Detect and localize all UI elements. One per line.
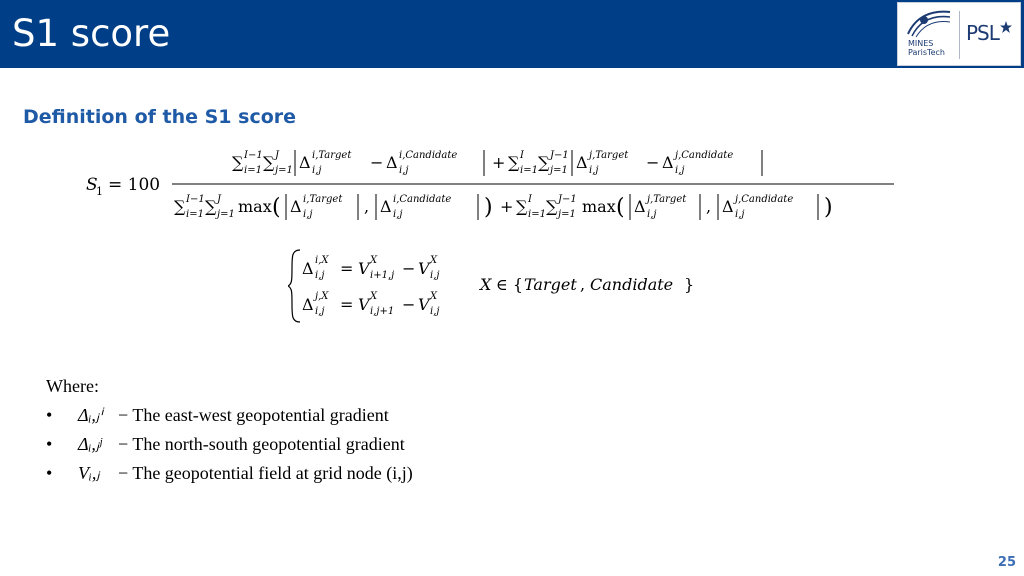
- svg-text:j=1: j=1: [558, 209, 576, 220]
- svg-text:Δ: Δ: [386, 153, 398, 172]
- svg-text:Δ: Δ: [302, 295, 314, 314]
- svg-text:∑: ∑: [508, 153, 520, 172]
- svg-text:S: S: [86, 175, 98, 195]
- svg-text:+: +: [492, 153, 506, 172]
- svg-text:−: −: [370, 153, 384, 172]
- svg-text:Δ: Δ: [299, 153, 311, 172]
- svg-text:i,Target: i,Target: [312, 150, 352, 161]
- svg-text:): ): [824, 195, 833, 220]
- svg-text:I−1: I−1: [186, 194, 205, 205]
- svg-text:+: +: [500, 197, 514, 216]
- svg-text:Δ: Δ: [634, 197, 646, 216]
- svg-text:X: X: [430, 291, 438, 302]
- where-heading: Where:: [46, 376, 99, 396]
- svg-text:i,j: i,j: [647, 209, 657, 220]
- svg-text:Δ: Δ: [722, 197, 734, 216]
- svg-text:j,Candidate: j,Candidate: [675, 150, 734, 161]
- svg-text:∑: ∑: [538, 153, 550, 172]
- svg-text:i,j: i,j: [315, 306, 325, 317]
- svg-text:Δ: Δ: [662, 153, 674, 172]
- svg-text:I: I: [528, 194, 532, 205]
- svg-text:I−1: I−1: [244, 150, 263, 161]
- svg-text:I: I: [520, 150, 524, 161]
- svg-text:i=1: i=1: [528, 209, 546, 220]
- s1-formula: [86, 138, 898, 235]
- svg-text:V: V: [358, 295, 370, 314]
- svg-text:i,j: i,j: [303, 209, 313, 220]
- svg-text:V: V: [418, 259, 430, 278]
- description-field: − The geopotential field at grid node (i,j): [118, 463, 413, 483]
- svg-text:i,j+1: i,j+1: [370, 306, 395, 317]
- section-title: Definition of the S1 score: [23, 106, 297, 128]
- svg-text:V: V: [418, 295, 430, 314]
- svg-text:J−1: J−1: [558, 194, 577, 205]
- svg-text:i=1: i=1: [520, 165, 538, 176]
- svg-text:=: =: [340, 295, 354, 314]
- svg-text:i,j: i,j: [675, 165, 685, 176]
- svg-text:∈ {: ∈ {: [496, 275, 524, 294]
- svg-text:X: X: [430, 255, 438, 266]
- svg-text:J−1: J−1: [550, 150, 569, 161]
- svg-text:X: X: [480, 275, 492, 294]
- svg-text:1: 1: [96, 185, 103, 198]
- svg-text:i,j: i,j: [589, 165, 599, 176]
- list-item: [46, 430, 413, 459]
- svg-text:j,Target: j,Target: [647, 194, 687, 205]
- svg-text:X: X: [370, 291, 378, 302]
- symbol-delta-i: Δᵢ,ⱼⁱ: [78, 405, 103, 425]
- svg-text:}: }: [684, 275, 695, 294]
- mines-emblem-icon: [904, 6, 954, 40]
- description-east-west: − The east-west geopotential gradient: [118, 405, 389, 425]
- symbol-v: Vᵢ,ⱼ: [78, 463, 100, 483]
- svg-text:j,X: j,X: [315, 291, 329, 302]
- svg-text:Target: Target: [524, 275, 577, 294]
- svg-text:∑: ∑: [546, 197, 558, 216]
- svg-text:,: ,: [580, 275, 586, 294]
- bullet: •: [46, 434, 53, 454]
- svg-text:i+1,j: i+1,j: [370, 270, 395, 281]
- svg-text:j,Target: j,Target: [589, 150, 629, 161]
- logo-divider: [959, 11, 960, 59]
- list-item: [46, 459, 413, 488]
- logo-psl-text: PSL: [966, 21, 999, 45]
- svg-text:j=1: j=1: [217, 209, 235, 220]
- svg-text:−: −: [402, 259, 416, 278]
- symbol-delta-j: Δᵢ,ⱼʲ: [78, 434, 103, 454]
- svg-text:J: J: [217, 194, 222, 205]
- svg-text:∑: ∑: [516, 197, 528, 216]
- header-bar: [0, 0, 1024, 68]
- svg-text:Δ: Δ: [380, 197, 392, 216]
- svg-text:J: J: [275, 150, 280, 161]
- bullet: •: [46, 405, 53, 425]
- svg-text:∑: ∑: [263, 153, 275, 172]
- svg-text:=: =: [340, 259, 354, 278]
- svg-text:i,j: i,j: [315, 270, 325, 281]
- svg-text:Δ: Δ: [576, 153, 588, 172]
- svg-text:i,j: i,j: [393, 209, 403, 220]
- list-item: [46, 401, 413, 430]
- svg-text:max: max: [582, 197, 616, 216]
- svg-text:Δ: Δ: [290, 197, 302, 216]
- svg-text:(: (: [616, 195, 625, 220]
- svg-text:∑: ∑: [232, 153, 244, 172]
- logo-mines-text: MINES ParisTech: [908, 39, 945, 57]
- slide-title: S1 score: [12, 12, 171, 55]
- svg-text:max: max: [238, 197, 272, 216]
- svg-text:j=1: j=1: [550, 165, 568, 176]
- svg-text:(: (: [272, 195, 281, 220]
- svg-text:i,j: i,j: [430, 306, 440, 317]
- svg-text:−: −: [646, 153, 660, 172]
- svg-text:i,j: i,j: [312, 165, 322, 176]
- svg-text:i,Candidate: i,Candidate: [399, 150, 458, 161]
- svg-text:i,Candidate: i,Candidate: [393, 194, 452, 205]
- svg-text:j=1: j=1: [275, 165, 293, 176]
- svg-text:∑: ∑: [205, 197, 217, 216]
- svg-text:X: X: [370, 255, 378, 266]
- svg-text:i,Target: i,Target: [303, 194, 343, 205]
- svg-text:): ): [484, 195, 493, 220]
- svg-text:Candidate: Candidate: [590, 275, 674, 294]
- svg-text:−: −: [402, 295, 416, 314]
- svg-text:,: ,: [706, 197, 712, 216]
- svg-text:∑: ∑: [174, 197, 186, 216]
- svg-text:,: ,: [364, 197, 370, 216]
- delta-definitions: [288, 248, 708, 333]
- svg-text:V: V: [358, 259, 370, 278]
- svg-text:i,j: i,j: [399, 165, 409, 176]
- description-north-south: − The north-south geopotential gradient: [118, 434, 405, 454]
- page-number: 25: [997, 555, 1016, 570]
- svg-text:i=1: i=1: [244, 165, 262, 176]
- svg-text:j,Candidate: j,Candidate: [735, 194, 794, 205]
- svg-text:i,j: i,j: [430, 270, 440, 281]
- institution-logo: [897, 2, 1021, 66]
- bullet: •: [46, 463, 53, 483]
- star-icon: [1000, 21, 1012, 33]
- svg-text:i,j: i,j: [735, 209, 745, 220]
- svg-text:= 100: = 100: [108, 175, 161, 195]
- svg-text:i,X: i,X: [315, 255, 329, 266]
- svg-text:Δ: Δ: [302, 259, 314, 278]
- svg-text:i=1: i=1: [186, 209, 204, 220]
- where-legend: [46, 372, 413, 488]
